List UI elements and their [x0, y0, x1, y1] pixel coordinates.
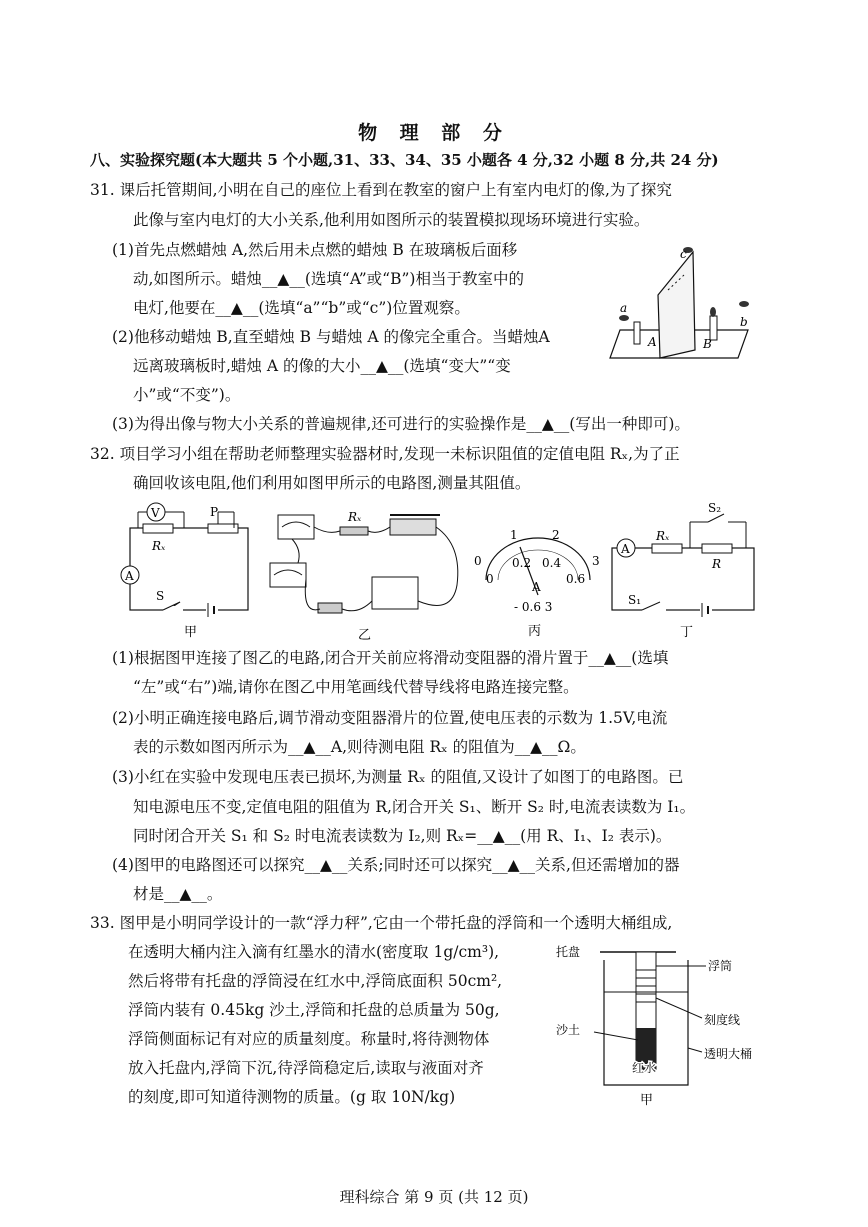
bing-bottom-2: 0.4	[542, 556, 562, 570]
q33-line-5: 浮筒侧面标记有对应的质量刻度。称量时,将待测物体	[128, 1030, 490, 1048]
fig33-caption: 甲	[640, 1093, 654, 1108]
fig-jia	[118, 500, 258, 645]
q33-line-1: 33. 图甲是小明同学设计的一款“浮力秤”,它由一个带托盘的浮筒和一个透明大桶组成,	[90, 914, 673, 932]
fig-ding-s1: S₁	[628, 593, 642, 607]
q32-part-5: (3)小红在实验中发现电压表已损坏,为测量 Rₓ 的阻值,又设计了如图丁的电路图。已	[112, 768, 684, 786]
candle-a	[634, 322, 640, 344]
q31-line-2: 此像与室内电灯的大小关系,他利用如图所示的装置模拟现场环境进行实验。	[133, 211, 650, 229]
resistor-rx-device	[340, 527, 368, 535]
caption-yi: 乙	[358, 628, 372, 643]
caption-bing: 丙	[528, 624, 542, 639]
fig-ding-rx: Rₓ	[656, 529, 670, 543]
q31-line-3: (1)首先点燃蜡烛 A,然后用未点燃的蜡烛 B 在玻璃板后面移	[112, 241, 518, 259]
fig-jia-rx: Rₓ	[152, 539, 166, 553]
fig-ding-a: A	[621, 542, 630, 556]
bing-bottom-0: 0	[486, 572, 494, 586]
bing-unit: A	[532, 580, 541, 594]
q32-part-7: 同时闭合开关 S₁ 和 S₂ 时电流表读数为 I₂,则 Rₓ=__▲__(用 R、I₁、I₂ 表示)。	[133, 827, 672, 845]
fig-jia-s: S	[156, 589, 165, 603]
q31-line-5: 电灯,他要在__▲__(选填“a”“b”或“c”)位置观察。	[133, 299, 470, 317]
q32-line-2: 确回收该电阻,他们利用如图甲所示的电路图,测量其阻值。	[133, 474, 531, 492]
ammeter-device	[270, 563, 306, 587]
q32-part-1: (1)根据图甲连接了图乙的电路,闭合开关前应将滑动变阻器的滑片置于__▲__(选填	[112, 649, 669, 667]
q31-line-6: (2)他移动蜡烛 B,直至蜡烛 B 与蜡烛 A 的像完全重合。当蜡烛A	[112, 328, 550, 346]
fig33-scale: 刻度线	[704, 1013, 741, 1027]
q33-line-4: 浮筒内装有 0.45kg 沙土,浮筒和托盘的总质量为 50g,	[128, 1001, 500, 1019]
ding-resistor-rx	[652, 544, 682, 553]
label-c: c	[680, 247, 687, 261]
fig-jia-v: V	[151, 506, 160, 520]
fig33-float: 浮筒	[708, 959, 733, 973]
q33-line-3: 然后将带有托盘的浮筒浸在红水中,浮筒底面积 50cm²,	[128, 972, 503, 990]
fig33-sand: 沙土	[556, 1023, 581, 1037]
q31-line-4: 动,如图所示。蜡烛__▲__(选填“A”或“B”)相当于教室中的	[133, 270, 524, 288]
fig-jia-p: P	[210, 505, 219, 519]
q32-line-1: 32. 项目学习小组在帮助老师整理实验器材时,发现一未标识阻值的定值电阻 Rₓ,为了正	[90, 445, 680, 463]
bing-top-3: 3	[592, 554, 600, 568]
eye-b-icon	[739, 301, 749, 307]
q31-line-7: 远离玻璃板时,蜡烛 A 的像的大小__▲__(选填“变大”“变	[133, 357, 511, 375]
q32-part-8: (4)图甲的电路图还可以探究__▲__关系;同时还可以探究__▲__关系,但还需增加的器	[112, 856, 680, 874]
resistor-rx	[143, 524, 173, 533]
q32-part-9: 材是__▲__。	[133, 885, 223, 903]
fig33-tray: 托盘	[556, 945, 581, 959]
bing-bottom-1: 0.2	[512, 556, 532, 570]
page-footer: 理科综合 第 9 页 (共 12 页)	[339, 1188, 529, 1206]
bing-top-0: 0	[474, 554, 482, 568]
label-b: b	[740, 315, 748, 329]
fig-jia-a: A	[125, 569, 134, 583]
q33-line-6: 放入托盘内,浮筒下沉,待浮筒稳定后,读取与液面对齐	[128, 1059, 484, 1077]
fig-yi-rx: Rₓ	[348, 510, 362, 524]
rheostat-device	[390, 519, 436, 535]
caption-ding: 丁	[680, 625, 694, 640]
fig-ding-s2: S₂	[708, 501, 722, 515]
bing-top-2: 2	[552, 528, 560, 542]
bing-bottom-3: 0.6	[566, 572, 586, 586]
q33-figure	[556, 940, 766, 1115]
q33-line-7: 的刻度,即可知道待测物的质量。(g 取 10N/kg)	[128, 1088, 456, 1106]
q31-line-1: 31. 课后托管期间,小明在自己的座位上看到在教室的窗户上有室内电灯的像,为了探究	[90, 181, 672, 199]
label-candle-b: B	[703, 337, 712, 351]
fig-yi	[262, 505, 467, 645]
ding-resistor-r	[702, 544, 732, 553]
label-candle-a: A	[648, 335, 657, 349]
q31-line-8: 小”或“不变”)。	[133, 386, 241, 404]
section-header: 八、实验探究题(本大题共 5 个小题,31、33、34、35 小题各 4 分,32 小题 8 分,共 24 分)	[90, 151, 719, 169]
bing-terminals: - 0.6 3	[514, 600, 553, 614]
power-supply	[372, 577, 418, 609]
q32-part-2: “左”或“右”)端,请你在图乙中用笔画线代替导线将电路连接完整。	[133, 678, 579, 696]
q32-part-4: 表的示数如图丙所示为__▲__A,则待测电阻 Rₓ 的阻值为__▲__Ω。	[133, 738, 586, 756]
eye-a-icon	[619, 315, 629, 321]
fig-bing	[468, 525, 603, 645]
fig33-water: 红水	[632, 1061, 657, 1075]
label-a: a	[620, 301, 628, 315]
fig-ding	[604, 500, 764, 645]
fig-ding-r: R	[712, 557, 722, 571]
q31-line-9: (3)为得出像与物大小关系的普遍规律,还可进行的实验操作是__▲__(写出一种即可)。	[112, 415, 690, 433]
caption-jia: 甲	[184, 625, 198, 640]
fig33-barrel: 透明大桶	[704, 1047, 753, 1061]
q32-part-3: (2)小明正确连接电路后,调节滑动变阻器滑片的位置,使电压表的示数为 1.5V,电流	[112, 709, 668, 727]
bing-top-1: 1	[510, 528, 518, 542]
q32-part-6: 知电源电压不变,定值电阻的阻值为 R,闭合开关 S₁、断开 S₂ 时,电流表读数为 I₁。	[133, 798, 696, 816]
q33-line-2: 在透明大桶内注入滴有红墨水的清水(密度取 1g/cm³),	[128, 943, 500, 961]
voltmeter-device	[278, 515, 314, 539]
switch-device	[318, 603, 342, 613]
glass-plate	[658, 252, 695, 358]
page-title: 物 理 部 分	[358, 122, 510, 144]
q31-figure	[598, 240, 768, 375]
